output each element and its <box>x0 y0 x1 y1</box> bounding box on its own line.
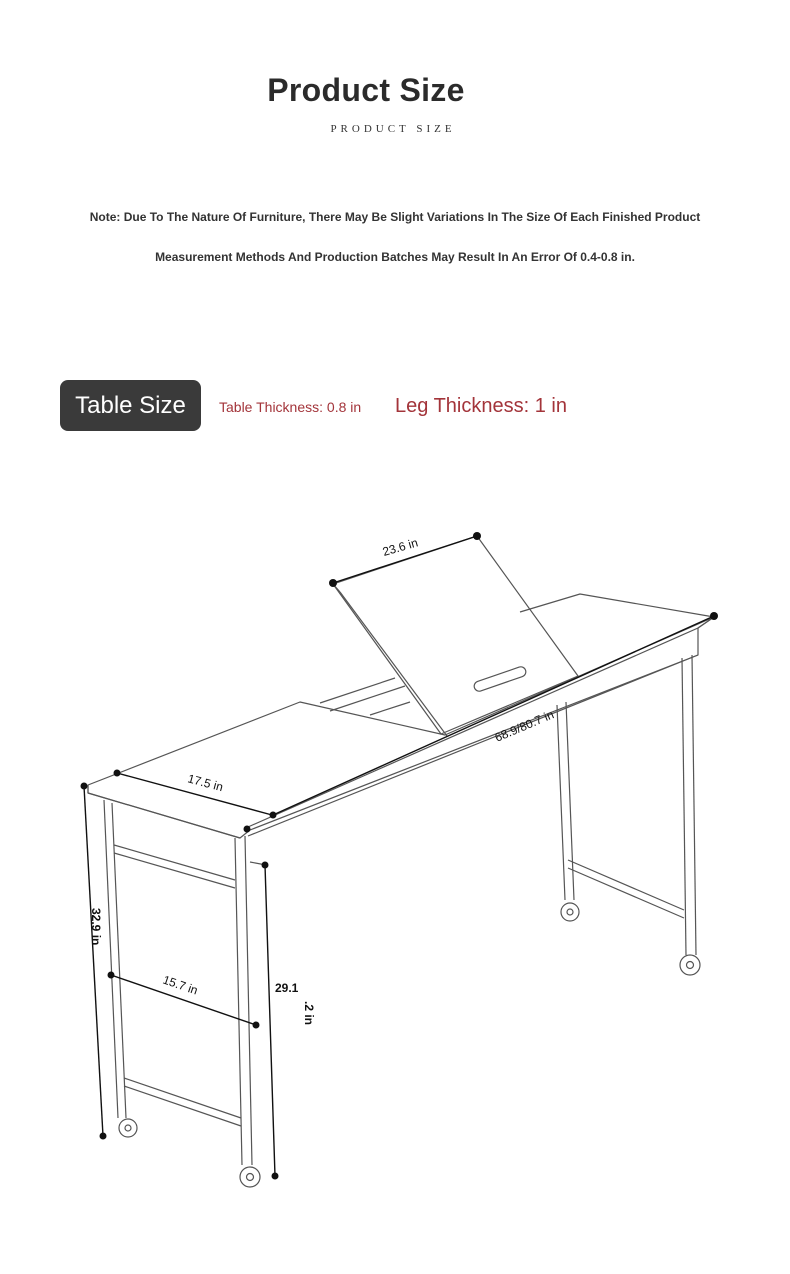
dim-line-length <box>273 616 714 815</box>
leg-thickness-label: Leg Thickness: 1 in <box>395 395 567 417</box>
page-subtitle: PRODUCT SIZE <box>330 123 456 135</box>
dim-base-depth-label: 15.7 in <box>161 972 200 998</box>
table-top <box>88 617 714 838</box>
note-line-1: Note: Due To The Nature Of Furniture, There May Be Slight Variations In The Size Of Each Finished Product <box>89 210 701 224</box>
dim-tilt-width-label: 23.6 in <box>380 535 420 559</box>
page-title: Product Size <box>267 72 465 108</box>
table-size-badge: Table Size <box>60 380 201 431</box>
dimension-dots <box>81 532 719 1180</box>
dim-total-height-label: 32.9 in <box>89 908 103 946</box>
dimension-lines <box>84 536 714 1176</box>
dim-length-label: 68.9/80.7 in <box>492 707 556 745</box>
dim-height-a-label: 29.1 <box>275 981 299 995</box>
back-frame <box>320 594 714 715</box>
dim-line-total-height <box>84 786 103 1136</box>
dim-height-b-label: .2 in <box>302 1001 316 1026</box>
note-line-2: Measurement Methods And Production Batches May Result In An Error Of 0.4-0.8 in. <box>155 250 635 264</box>
table-thickness-label: Table Thickness: 0.8 in <box>219 399 362 415</box>
right-leg <box>557 655 696 955</box>
wheels <box>119 903 700 1187</box>
dim-depth-label: 17.5 in <box>186 771 225 795</box>
dim-line-desk-height <box>265 865 275 1176</box>
table-drawing <box>88 536 714 1187</box>
tilt-board <box>333 536 578 736</box>
